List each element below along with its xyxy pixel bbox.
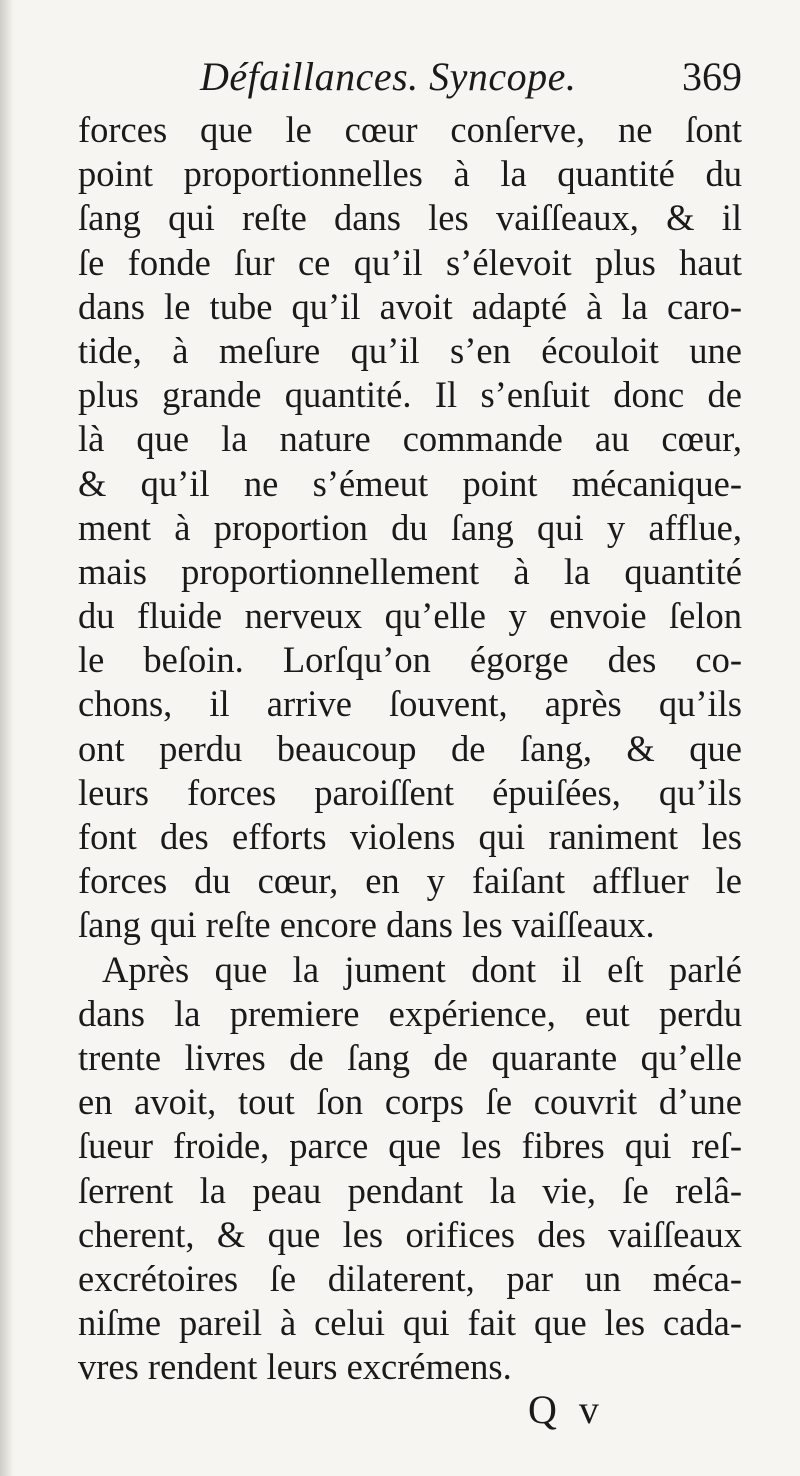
- signature-mark: Q v: [528, 1387, 605, 1432]
- text-line: trente livres de ſang de quarante qu’elle: [78, 1036, 742, 1078]
- text-line: forces que le cœur conſerve, ne ſont: [78, 109, 742, 150]
- text-line: ont perdu beaucoup de ſang, & que: [78, 727, 742, 769]
- text-line: Après que la jument dont il eſt parlé: [102, 948, 742, 990]
- text-line: leurs forces paroiſſent épuiſées, qu’ils: [78, 771, 742, 813]
- running-head: [82, 46, 742, 108]
- text-line: dans la premiere expérience, eut perdu: [78, 992, 742, 1034]
- text-line: ſerrent la peau pendant la vie, ſe relâ-: [78, 1169, 742, 1211]
- text-line: vres rendent leurs excrémens.: [78, 1346, 512, 1388]
- text-line: tide, à meſure qu’il s’en écouloit une: [78, 329, 742, 371]
- text-line: ſueur froide, parce que les fibres qui reſ-: [78, 1125, 742, 1167]
- text-line: plus grande quantité. Il s’enſuit donc de: [78, 374, 742, 416]
- text-line: font des efforts violens qui raniment les: [78, 816, 742, 857]
- text-line: niſme pareil à celui qui fait que les cada-: [78, 1302, 742, 1344]
- text-line: dans le tube qu’il avoit adapté à la caro-: [78, 285, 742, 327]
- text-line: du fluide nerveux qu’elle y envoie ſelon: [78, 595, 742, 637]
- running-title: Défaillances. Syncope.: [200, 54, 577, 99]
- text-line: le beſoin. Lorſqu’on égorge des co-: [78, 639, 742, 681]
- text-line: cherent, & que les orifices des vaiſſeaux: [78, 1213, 742, 1255]
- text-line: ment à proportion du ſang qui y afflue,: [78, 506, 742, 548]
- text-line: point proportionnelles à la quantité du: [78, 153, 742, 195]
- text-line: en avoit, tout ſon corps ſe couvrit d’une: [78, 1081, 742, 1123]
- text-line: ſang qui reſte encore dans les vaiſſeaux.: [78, 904, 655, 946]
- body-text: [78, 108, 742, 1389]
- text-line: & qu’il ne s’émeut point mécanique-: [78, 462, 742, 504]
- page-number: 369: [682, 54, 742, 99]
- binding-shadow: [0, 0, 14, 1476]
- text-line: là que la nature commande au cœur,: [78, 418, 742, 460]
- text-line: excrétoires ſe dilaterent, par un méca-: [78, 1257, 742, 1299]
- text-line: forces du cœur, en y faiſant affluer le: [78, 860, 742, 902]
- text-line: ſe fonde ſur ce qu’il s’élevoit plus haut: [78, 241, 742, 283]
- text-line: chons, il arrive ſouvent, après qu’ils: [78, 683, 742, 725]
- text-line: mais proportionnellement à la quantité: [78, 550, 742, 592]
- text-line: ſang qui reſte dans les vaiſſeaux, & il: [78, 197, 742, 239]
